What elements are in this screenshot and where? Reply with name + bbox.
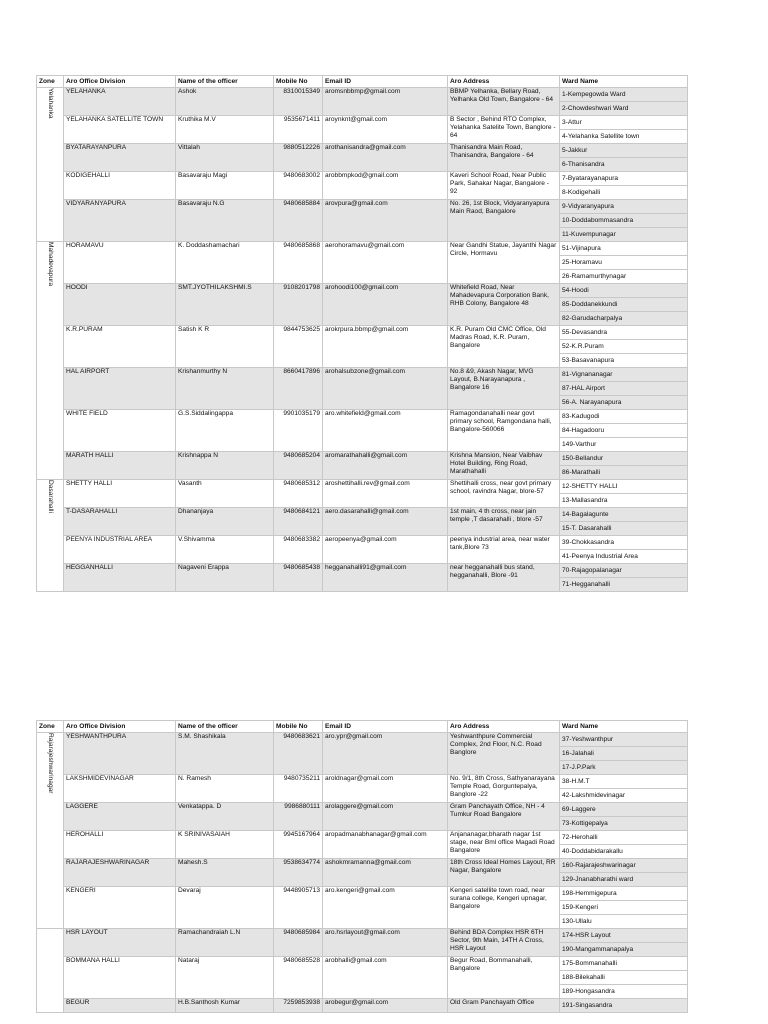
table-2-body	[37, 733, 688, 1013]
wards-cell	[560, 326, 688, 368]
officer-cell: Krishnappa N	[176, 452, 274, 480]
address-cell: No.8 &9, Akash Nagar, MVG Layout, B.Narayanapura , Bangalore 16	[448, 368, 560, 410]
mobile-cell: 9844753625	[274, 326, 323, 368]
table-row	[37, 803, 688, 831]
zone-cell	[37, 733, 64, 929]
division-cell: YELAHANKA SATELLITE TOWN	[64, 116, 176, 144]
address-cell: B Sector , Behind RTO Complex, Yelahanka Satelite Town, Banglore - 64	[448, 116, 560, 144]
division-cell: BYATARAYANPURA	[64, 144, 176, 172]
officer-cell: Venkatappa. D	[176, 803, 274, 831]
address-cell: peenya industrial area, near water tank,Blore 73	[448, 536, 560, 564]
ward-name: 149-Varthur	[562, 441, 597, 448]
table-row	[37, 536, 688, 564]
address-cell: Thanisandra Main Road, Thanisandra, Bangalore - 64	[448, 144, 560, 172]
officer-cell: Basavaraju N.G	[176, 200, 274, 242]
email-cell: aropadmanabhanagar@gmail.com	[323, 831, 448, 859]
address-cell: 1st main, 4 th cross, near jain temple ,T dasarahalli , blore -57	[448, 508, 560, 536]
table-2-header	[37, 721, 688, 733]
officer-header: Name of the officer	[176, 76, 274, 88]
ward-name: 84-Hagadooru	[560, 424, 687, 438]
address-header: Aro Address	[448, 721, 560, 733]
ward-header: Ward Name	[560, 76, 688, 88]
division-cell: RAJARAJESHWARINAGAR	[64, 859, 176, 887]
division-cell: HSR LAYOUT	[64, 929, 176, 957]
address-cell: Old Gram Panchayath Office	[448, 999, 560, 1013]
mobile-header: Mobile No	[274, 76, 323, 88]
officer-cell: K SRINIVASAIAH	[176, 831, 274, 859]
mobile-cell: 9535671411	[274, 116, 323, 144]
ward-name: 53-Basavanapura	[562, 357, 615, 364]
table-1-body	[37, 88, 688, 592]
officer-cell: H.B.Santhosh Kumar	[176, 999, 274, 1013]
mobile-cell: 9986880111	[274, 803, 323, 831]
header-row	[37, 76, 688, 88]
officer-cell: Basavaraju Magi	[176, 172, 274, 200]
officer-cell: V.Shivamma	[176, 536, 274, 564]
mobile-cell: 9480685204	[274, 452, 323, 480]
email-cell: aro.hsrlayout@gmail.com	[323, 929, 448, 957]
wards-cell	[560, 200, 688, 242]
address-cell: near hegganahalli bus stand, hegganahalli, Blore -91	[448, 564, 560, 592]
ward-name: 13-Mallasandra	[562, 497, 608, 504]
ward-name: 129-Jnanabharathi ward	[562, 876, 634, 883]
wards-cell	[560, 831, 688, 859]
zone-header: Zone	[37, 76, 64, 88]
wards-cell	[560, 775, 688, 803]
mobile-cell: 9880512226	[274, 144, 323, 172]
email-cell: aroynknt@gmail.com	[323, 116, 448, 144]
ward-name: 51-Vijinapura	[560, 242, 687, 256]
mobile-cell: 9108201798	[274, 284, 323, 326]
address-cell: Begur Road, Bommanahalli, Bangalore	[448, 957, 560, 999]
zone-cell	[37, 242, 64, 480]
table-row	[37, 368, 688, 410]
division-cell: HAL AIRPORT	[64, 368, 176, 410]
ward-name: 175-Bommanahalli	[560, 957, 687, 971]
table-row	[37, 242, 688, 284]
ward-name: 2-Chowdeshwari Ward	[562, 105, 629, 112]
ward-name: 39-Chokkasandra	[560, 536, 687, 550]
ward-name: 1-Kempegowda Ward	[560, 88, 687, 102]
officer-header: Name of the officer	[176, 721, 274, 733]
table-row	[37, 172, 688, 200]
table-row	[37, 564, 688, 592]
division-cell: KENGERI	[64, 887, 176, 929]
table-row	[37, 116, 688, 144]
ward-name: 130-Ullalu	[562, 918, 592, 925]
mobile-cell: 9480735211	[274, 775, 323, 803]
ward-name: 81-Vignananagar	[560, 368, 687, 382]
ward-name: 56-A. Narayanapura	[562, 399, 622, 406]
address-cell: No. 9/1, 8th Cross, Sathyanarayana Temple Road, Gorguntepalya, Banglore -22	[448, 775, 560, 803]
address-cell: Behind BDA Complex HSR 6TH Sector, 9th Main, 14TH A Cross, HSR Layout	[448, 929, 560, 957]
mobile-cell: 7259853938	[274, 999, 323, 1013]
mobile-cell: 9480685984	[274, 929, 323, 957]
address-cell: Kengeri satellite town road, near surana college, Kengeri upnagar, Bangalore	[448, 887, 560, 929]
table-row	[37, 733, 688, 775]
division-header: Aro Office Division	[64, 721, 176, 733]
ward-name: 52-K.R.Puram	[560, 340, 687, 354]
ward-name: 191-Singasandra	[562, 1002, 613, 1009]
mobile-cell: 8310015349	[274, 88, 323, 116]
header-row	[37, 721, 688, 733]
mobile-cell: 9480685438	[274, 564, 323, 592]
officer-cell: Ashok	[176, 88, 274, 116]
wards-cell	[560, 452, 688, 480]
mobile-cell: 9480685884	[274, 200, 323, 242]
ward-name: 41-Peenya Industrial Area	[562, 553, 638, 560]
division-cell: VIDYARANYAPURA	[64, 200, 176, 242]
wards-cell	[560, 88, 688, 116]
email-cell: aromsnbbmp@gmail.com	[323, 88, 448, 116]
wards-cell	[560, 242, 688, 284]
ward-name: 69-Laggere	[560, 803, 687, 817]
ward-name: 42-Lakshmidevinagar	[562, 792, 626, 799]
email-cell: arobegur@gmail.com	[323, 999, 448, 1013]
ward-name: 10-Doddabommasandra	[560, 214, 687, 228]
zone-label: Yelahanka	[47, 88, 54, 119]
email-cell: aeropeenya@gmail.com	[323, 536, 448, 564]
ward-name: 198-Hemmigepura	[560, 887, 687, 901]
officer-cell: Kruthika M.V	[176, 116, 274, 144]
mobile-cell: 9448905713	[274, 887, 323, 929]
email-cell: arobbmpkod@gmail.com	[323, 172, 448, 200]
table-row	[37, 929, 688, 957]
address-cell: Yeshwanthpure Commercial Complex, 2nd Floor, N.C. Road Banglore	[448, 733, 560, 775]
ward-name: 3-Attur	[560, 116, 687, 130]
table-row	[37, 144, 688, 172]
email-cell: ashokmramanna@gmail.com	[323, 859, 448, 887]
table-row	[37, 480, 688, 508]
division-cell: YESHWANTHPURA	[64, 733, 176, 775]
mobile-cell: 9901035179	[274, 410, 323, 452]
email-cell: arokrpura.bbmp@gmail.com	[323, 326, 448, 368]
mobile-cell: 9480684121	[274, 508, 323, 536]
ward-name: 70-Rajagopalanagar	[560, 564, 687, 578]
division-cell: BEGUR	[64, 999, 176, 1013]
officer-cell: Devaraj	[176, 887, 274, 929]
ward-name: 54-Hoodi	[560, 284, 687, 298]
wards-cell	[560, 536, 688, 564]
email-cell: aro.ypr@gmail.com	[323, 733, 448, 775]
table-row	[37, 957, 688, 999]
table-row	[37, 410, 688, 452]
division-cell: PEENYA INDUSTRIAL AREA	[64, 536, 176, 564]
zone-label: Mahadevapura	[47, 242, 54, 286]
address-cell: Near Gandhi Statue, Jayanthi Nagar Circle, Hormavu	[448, 242, 560, 284]
division-cell: WHITE FIELD	[64, 410, 176, 452]
mobile-cell: 9480683002	[274, 172, 323, 200]
wards-cell	[560, 803, 688, 831]
zone-label: Dasarahalli	[47, 480, 54, 513]
wards-cell	[560, 564, 688, 592]
division-cell: T-DASARAHALLI	[64, 508, 176, 536]
table-row	[37, 887, 688, 929]
officer-cell: S.M. Shashikala	[176, 733, 274, 775]
address-cell: BBMP Yelhanka, Bellary Road, Yelhanka Old Town, Bangalore - 64	[448, 88, 560, 116]
wards-cell	[560, 480, 688, 508]
mobile-cell: 9945167964	[274, 831, 323, 859]
division-cell: MARATH HALLI	[64, 452, 176, 480]
wards-cell	[560, 887, 688, 929]
table-row	[37, 859, 688, 887]
mobile-cell: 9480685312	[274, 480, 323, 508]
address-cell: Whitefield Road, Near Mahadevapura Corporation Bank, RHB Colony, Bangalore 48	[448, 284, 560, 326]
ward-name: 6-Thanisandra	[562, 161, 605, 168]
address-cell: Shettihalli cross, near govt primary school, ravindra Nagar, blore-57	[448, 480, 560, 508]
ward-name: 87-HAL Airport	[560, 382, 687, 396]
table-row	[37, 200, 688, 242]
ward-name: 9-Vidyaranyapura	[560, 200, 687, 214]
officer-cell: Vasanth	[176, 480, 274, 508]
ward-name: 71-Hegganahalli	[562, 581, 611, 588]
division-header: Aro Office Division	[64, 76, 176, 88]
mobile-cell: 8660417896	[274, 368, 323, 410]
ward-name: 4-Yelahanka Satellite town	[562, 133, 640, 140]
ward-name: 38-H.M.T	[560, 775, 687, 789]
address-cell: No. 26, 1st Block, Vidyaranyapura Main Raod, Bangalore	[448, 200, 560, 242]
email-cell: arovpura@gmail.com	[323, 200, 448, 242]
wards-cell	[560, 410, 688, 452]
ward-name: 40-Doddabidarakallu	[562, 848, 623, 855]
officer-cell: Dhananjaya	[176, 508, 274, 536]
email-cell: arohoodi100@gmail.com	[323, 284, 448, 326]
email-cell: aro.whitefield@gmail.com	[323, 410, 448, 452]
ward-name: 17-J.P.Park	[562, 764, 596, 771]
address-header: Aro Address	[448, 76, 560, 88]
ward-name: 8-Kodigehalli	[562, 189, 601, 196]
officer-cell: Nataraj	[176, 957, 274, 999]
wards-cell	[560, 172, 688, 200]
ward-office-table-2	[36, 720, 688, 1013]
division-cell: LAKSHMIDEVINAGAR	[64, 775, 176, 803]
mobile-cell: 9480685528	[274, 957, 323, 999]
ward-name: 190-Mangammanapalya	[562, 946, 634, 953]
email-cell: hegganahalli91@gmail.com	[323, 564, 448, 592]
ward-name: 174-HSR Layout	[560, 929, 687, 943]
address-cell: 18th Cross Ideal Homes Layout, RR Nagar, Bangalore	[448, 859, 560, 887]
officer-cell: Ramachandraiah L.N	[176, 929, 274, 957]
email-cell: aero.dasarahalli@gmail.com	[323, 508, 448, 536]
mobile-header: Mobile No	[274, 721, 323, 733]
zone-cell	[37, 480, 64, 592]
ward-name: 25-Horamavu	[560, 256, 687, 270]
address-cell: Anjananagar,bharath nagar 1st stage, near Bml office Magadi Road Bangalore	[448, 831, 560, 859]
ward-name: 15-T. Dasarahalli	[562, 525, 612, 532]
division-cell: K.R.PURAM	[64, 326, 176, 368]
officer-cell: G.S.Siddalingappa	[176, 410, 274, 452]
table-row	[37, 775, 688, 803]
mobile-cell: 9480683382	[274, 536, 323, 564]
ward-name: 83-Kadugodi	[560, 410, 687, 424]
officer-cell: Satish K R	[176, 326, 274, 368]
table-row	[37, 508, 688, 536]
officer-cell: N. Ramesh	[176, 775, 274, 803]
ward-name: 73-Kottigepalya	[562, 820, 608, 827]
zone-label: Rajarajeshwarinagar	[47, 733, 54, 794]
address-cell: K.R. Puram Old CMC Office, Old Madras Road, K.R. Puram, Bangalore	[448, 326, 560, 368]
wards-cell	[560, 116, 688, 144]
ward-name: 82-Garudacharpalya	[562, 315, 623, 322]
email-cell: arobhalli@gmail.com	[323, 957, 448, 999]
ward-name: 86-Marathalli	[562, 469, 601, 476]
division-cell: YELAHANKA	[64, 88, 176, 116]
email-cell: aroldnagar@gmail.com	[323, 775, 448, 803]
email-cell: arohalsubzone@gmail.com	[323, 368, 448, 410]
email-cell: arothanisandra@gmail.com	[323, 144, 448, 172]
division-cell: BOMMANA HALLI	[64, 957, 176, 999]
email-header: Email ID	[323, 721, 448, 733]
mobile-cell: 9538634774	[274, 859, 323, 887]
division-cell: HOODI	[64, 284, 176, 326]
division-cell: SHETTY HALLI	[64, 480, 176, 508]
wards-cell	[560, 859, 688, 887]
officer-cell: K. Doddashamachari	[176, 242, 274, 284]
ward-name: 5-Jakkur	[560, 144, 687, 158]
division-cell: HEGGANHALLI	[64, 564, 176, 592]
officer-cell: Vittalah	[176, 144, 274, 172]
address-cell: Gram Panchayath Office, NH - 4 Tumkur Road Bangalore	[448, 803, 560, 831]
ward-name: 55-Devasandra	[560, 326, 687, 340]
zone-cell	[37, 88, 64, 242]
email-cell: aromarathahalli@gmail.com	[323, 452, 448, 480]
division-cell: HORAMAVU	[64, 242, 176, 284]
email-cell: arolaggere@gmail.com	[323, 803, 448, 831]
table-row	[37, 999, 688, 1013]
ward-name: 26-Ramamurthynagar	[562, 273, 627, 280]
email-header: Email ID	[323, 76, 448, 88]
table-row	[37, 452, 688, 480]
email-cell: aroshettihalli.rev@gmail.com	[323, 480, 448, 508]
ward-name: 159-Kengeri	[560, 901, 687, 915]
ward-name: 11-Kuvempunagar	[562, 231, 616, 238]
table-1-header	[37, 76, 688, 88]
ward-name: 14-Bagalagunte	[560, 508, 687, 522]
mobile-cell: 9480685868	[274, 242, 323, 284]
ward-name: 85-Doddanekkundi	[560, 298, 687, 312]
ward-name: 16-Jalahali	[560, 747, 687, 761]
wards-cell	[560, 144, 688, 172]
ward-name: 72-Herohalli	[560, 831, 687, 845]
ward-name: 37-Yeshwanthpur	[560, 733, 687, 747]
ward-name: 150-Bellandur	[560, 452, 687, 466]
zone-header: Zone	[37, 721, 64, 733]
address-cell: Kaveri School Road, Near Public Park, Sahakar Nagar, Bangalore - 92	[448, 172, 560, 200]
officer-cell: SMT.JYOTHILAKSHMI.S	[176, 284, 274, 326]
wards-cell	[560, 368, 688, 410]
table-row	[37, 831, 688, 859]
wards-cell	[560, 733, 688, 775]
email-cell: aro.kengeri@gmail.com	[323, 887, 448, 929]
division-cell: HEROHALLI	[64, 831, 176, 859]
ward-office-table-1	[36, 75, 688, 592]
address-cell: Ramagondanahalli near govt primary school, Ramgondana halli, Bangalore-560066	[448, 410, 560, 452]
ward-name: 7-Byatarayanapura	[560, 172, 687, 186]
wards-cell	[560, 929, 688, 957]
wards-cell	[560, 508, 688, 536]
ward-name: 189-Hongasandra	[562, 988, 615, 995]
mobile-cell: 9480683621	[274, 733, 323, 775]
officer-cell: Nagaveni Erappa	[176, 564, 274, 592]
ward-name: 188-Bilekahalli	[560, 971, 687, 985]
wards-cell	[560, 957, 688, 999]
zone-cell	[37, 929, 64, 1013]
wards-cell	[560, 284, 688, 326]
email-cell: aerohoramavu@gmail.com	[323, 242, 448, 284]
ward-name: 12-SHETTY HALLI	[560, 480, 687, 494]
address-cell: Krishna Mansion, Near Vaibhav Hotel Building, Ring Road, Marathahalli	[448, 452, 560, 480]
officer-cell: Krishanmurthy N	[176, 368, 274, 410]
division-cell: LAGGERE	[64, 803, 176, 831]
table-row	[37, 326, 688, 368]
table-row	[37, 284, 688, 326]
officer-cell: Mahesh.S	[176, 859, 274, 887]
division-cell: KODIGEHALLI	[64, 172, 176, 200]
ward-name: 160-Rajarajeshwarinagar	[560, 859, 687, 873]
wards-cell	[560, 999, 688, 1013]
ward-header: Ward Name	[560, 721, 688, 733]
table-row	[37, 88, 688, 116]
